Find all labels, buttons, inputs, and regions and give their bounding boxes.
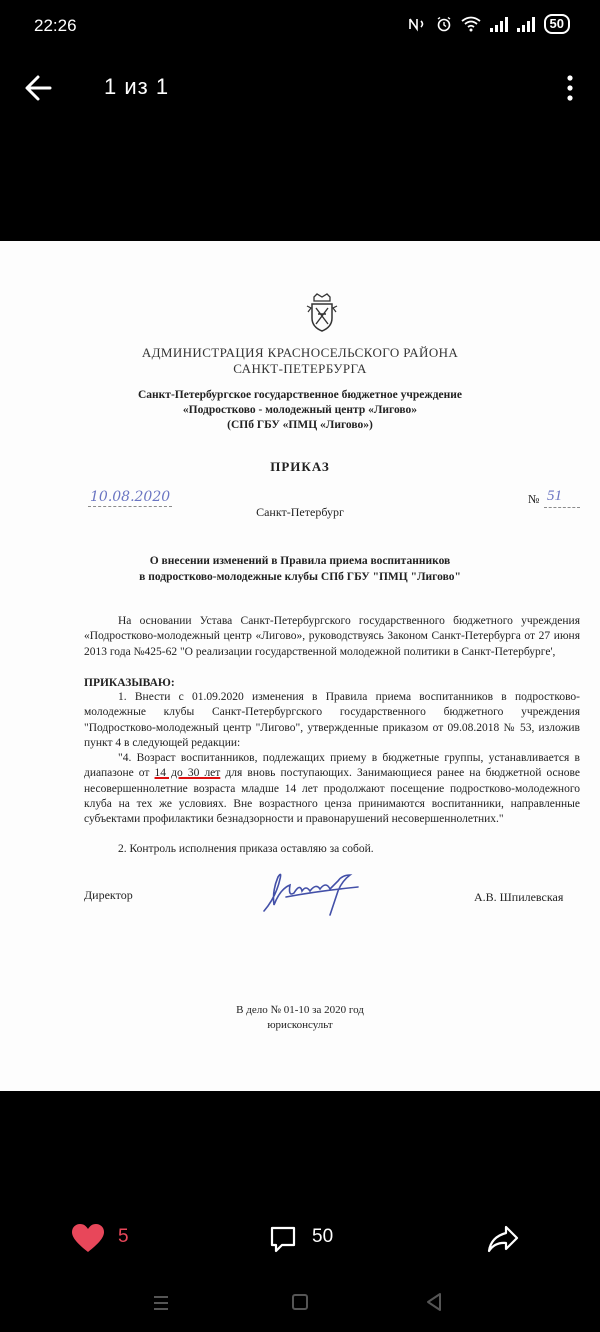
- status-icons: [407, 14, 570, 34]
- order-word: ПРИКАЗЫВАЮ:: [84, 677, 175, 689]
- item-1-paragraph: 1. Внести с 01.09.2020 изменения в Правила приема воспитанников в подростково-молодежные клубы Санкт-Петербургского государственного бюджетного учреждения "Подростково-молодежный центр "Лигово", утвержденные приказом от 09.08.2018 № 53, изложив пункт 4 в следующей редакции:: [84, 691, 580, 749]
- institution-heading: [0, 388, 600, 433]
- handwritten-number: 51: [547, 488, 562, 504]
- handwritten-date: 10.08.2020: [90, 489, 171, 505]
- signal-icon: [517, 16, 535, 32]
- signature: [258, 867, 364, 919]
- status-bar: [0, 0, 600, 52]
- system-nav-bar: [0, 1280, 600, 1332]
- order-title: ПРИКАЗ: [270, 459, 330, 474]
- like-count: 5: [118, 1226, 129, 1247]
- item-4-text-continued: для вновь поступающих. Занимающиеся ранее на бюджетной основе несовершеннолетние возраста младше 14 лет продолжают посещение подростково-молодежного клуба на тех же условиях. Вне возрастного ценза принимаются воспитанники, направленные субъектами профилактики безнадзорности и правонарушений несовершеннолетних.": [84, 767, 580, 826]
- coat-of-arms-icon: [303, 293, 341, 333]
- action-bar: [0, 1210, 600, 1266]
- administration-heading: [0, 345, 600, 377]
- recent-apps-icon[interactable]: [152, 1294, 170, 1312]
- item-4-text: "4. Возраст воспитанников, подлежащих приему в бюджетные группы, устанавливается в диапазоне от: [84, 752, 580, 780]
- comment-count: 50: [312, 1226, 334, 1247]
- item-4-paragraph: [84, 751, 580, 827]
- admin-line-1: АДМИНИСТРАЦИЯ КРАСНОСЕЛЬСКОГО РАЙОНА: [141, 345, 459, 360]
- number-line: [544, 507, 580, 508]
- admin-line-2: САНКТ-ПЕТЕРБУРГА: [233, 361, 367, 376]
- alarm-icon: [436, 16, 452, 32]
- director-label: Директор: [84, 888, 133, 902]
- comment-icon[interactable]: [268, 1224, 298, 1254]
- battery-icon: 50: [544, 14, 570, 34]
- institution-line-1: Санкт-Петербургское государственное бюджетное учреждение: [138, 389, 462, 401]
- subject-line-1: О внесении изменений в Правила приема воспитанников: [149, 555, 451, 567]
- archive-line-2: юрисконсульт: [267, 1019, 333, 1031]
- viewer-header: [0, 52, 600, 124]
- signal-icon: [490, 16, 508, 32]
- archive-line-1: В дело № 01-10 за 2020 год: [236, 1004, 364, 1016]
- home-icon[interactable]: [292, 1294, 308, 1310]
- item-2-paragraph: 2. Контроль исполнения приказа оставляю за собой.: [118, 843, 374, 855]
- nfc-icon: [407, 16, 427, 32]
- share-icon[interactable]: [486, 1224, 520, 1254]
- back-triangle-icon[interactable]: [424, 1292, 444, 1312]
- more-vertical-icon[interactable]: [558, 70, 582, 106]
- intro-paragraph: На основании Устава Санкт-Петербургского государственного бюджетного учреждения «Подростково-молодежный центр «Лигово», руководствуясь Законом Санкт-Петербурга от 27 июня 2013 года №425-62 "О реализации государственной молодежной политики в Санкт-Петербурге',: [84, 615, 580, 658]
- city: Санкт-Петербург: [256, 505, 344, 519]
- heart-icon[interactable]: [70, 1222, 106, 1254]
- subject-line-2: в подростково-молодежные клубы СПб ГБУ "ПМЦ "Лигово": [139, 571, 461, 583]
- institution-line-2: «Подростково - молодежный центр «Лигово»: [182, 404, 418, 416]
- director-name: А.В. Шпилевская: [474, 890, 564, 904]
- archive-note: [0, 1003, 600, 1033]
- arrow-left-icon[interactable]: [20, 70, 60, 106]
- institution-line-3: (СПб ГБУ «ПМЦ «Лигово»): [227, 419, 373, 431]
- wifi-icon: [461, 16, 481, 32]
- status-time: 22:26: [34, 16, 77, 35]
- document-image[interactable]: [0, 241, 600, 1091]
- number-label: №: [528, 492, 540, 506]
- age-range-highlight: 14 до 30 лет: [154, 767, 221, 780]
- image-counter: 1 из 1: [104, 74, 170, 99]
- order-subject: [0, 553, 600, 585]
